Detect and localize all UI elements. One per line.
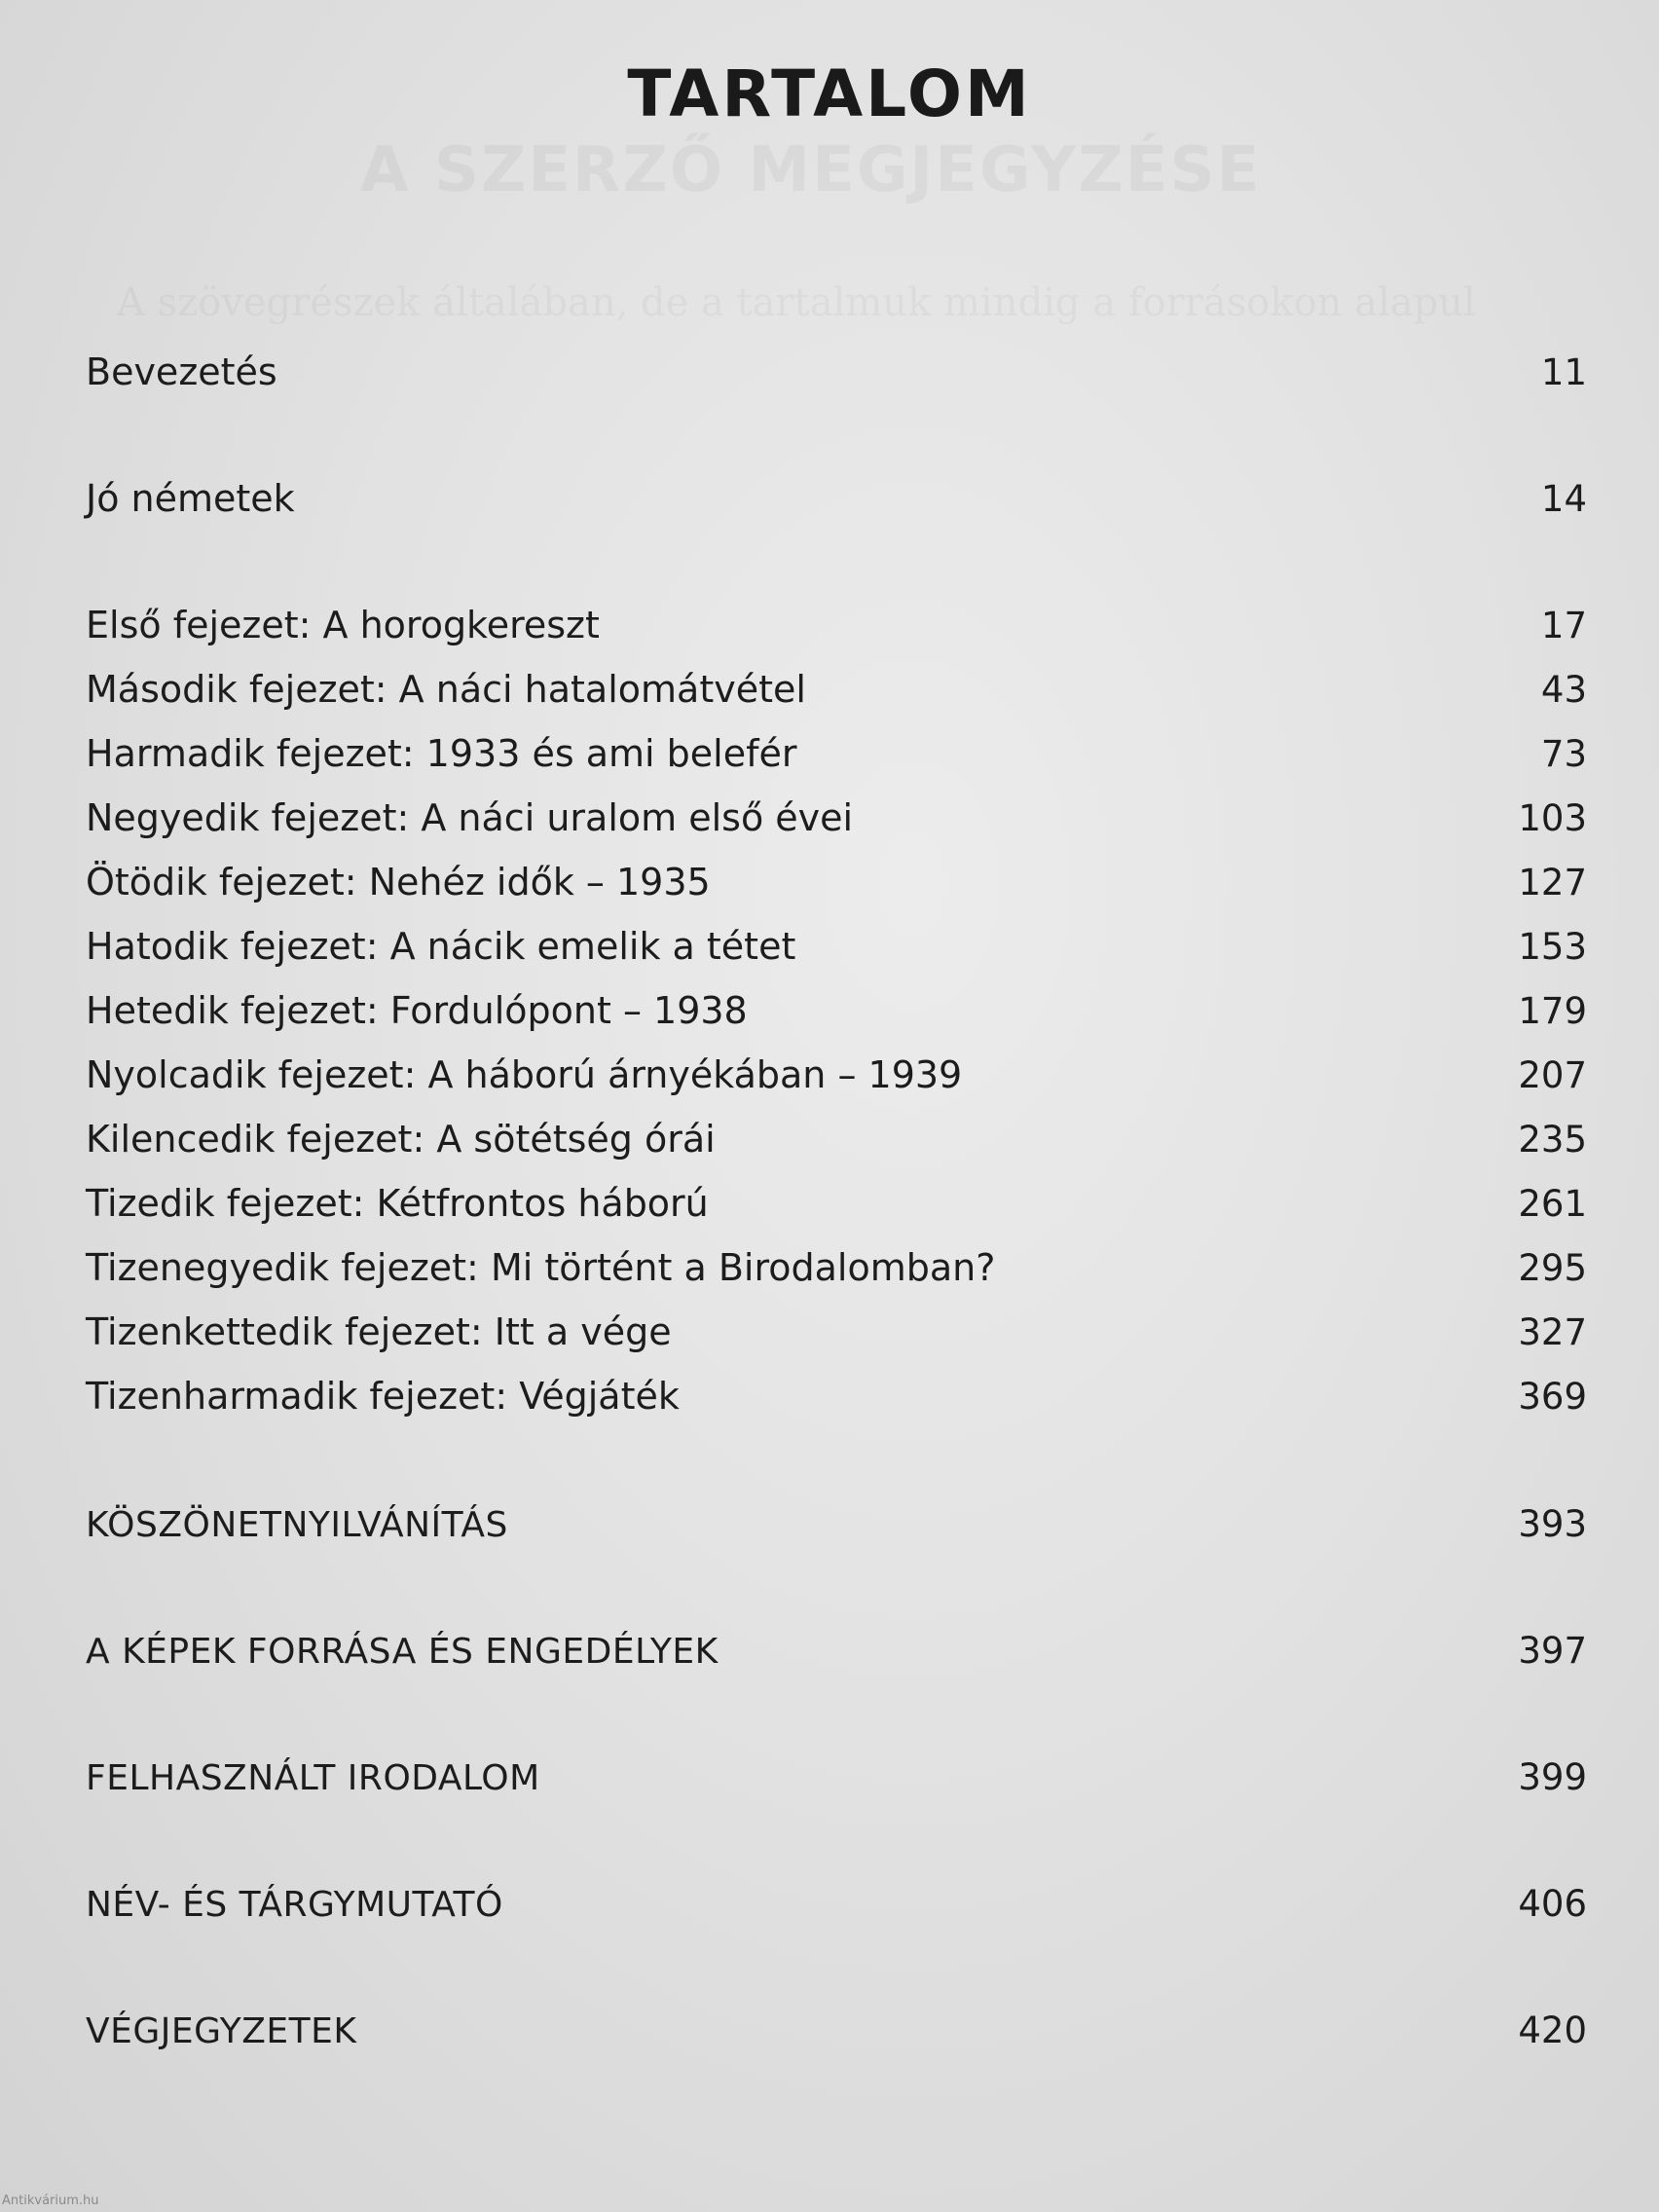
watermark: Antikvárium.hu [2,2194,99,2208]
toc-page-number: 153 [1518,926,1587,968]
show-through-heading [360,134,1261,206]
toc-label: A KÉPEK FORRÁSA ÉS ENGEDÉLYEK [86,1632,719,1672]
toc-label: Hetedik fejezet: Fordulópont – 1938 [86,989,748,1032]
toc-entry-chapter-12 [86,1310,1587,1369]
toc-label: Tizenkettedik fejezet: Itt a vége [86,1310,672,1353]
toc-label: Negyedik fejezet: A náci uralom első évei [86,796,854,839]
toc-page-number: 14 [1540,478,1587,520]
toc-page-number: 17 [1540,605,1587,646]
toc-entry-chapter-4 [86,796,1587,855]
toc-page-number: 127 [1518,862,1587,903]
toc-page-number: 261 [1518,1183,1587,1225]
toc-page-number: 207 [1518,1054,1587,1096]
toc-page-number: 327 [1518,1311,1587,1353]
toc-entry-chapter-5 [86,861,1587,919]
toc-entry-chapter-2 [86,668,1587,726]
toc-page-number: 406 [1518,1883,1587,1925]
toc-page-number: 369 [1518,1376,1587,1418]
toc-label: KÖSZÖNETNYILVÁNÍTÁS [86,1505,508,1545]
toc-entry-acknowledgements [86,1503,1587,1562]
toc-entry-good-germans [86,477,1587,535]
toc-page-number: 393 [1518,1503,1587,1545]
toc-entry-chapter-13 [86,1375,1587,1433]
toc-label: Hatodik fejezet: A nácik emelik a tétet [86,925,796,968]
toc-entry-endnotes [86,2009,1587,2068]
toc-page-number: 399 [1518,1756,1587,1798]
toc-entry-bibliography [86,1756,1587,1815]
toc-label: Tizenegyedik fejezet: Mi történt a Birodalomban? [86,1246,996,1289]
show-through-line [117,280,1476,325]
toc-label: VÉGJEGYZETEK [86,2011,357,2051]
toc-page-number: 235 [1518,1119,1587,1161]
toc-page-number: 43 [1540,669,1587,711]
toc-label: Nyolcadik fejezet: A háború árnyékában – 1939 [86,1053,963,1096]
toc-entry-chapter-6 [86,925,1587,983]
toc-page-number: 420 [1518,2009,1587,2051]
page-title: TARTALOM [627,56,1032,131]
toc-label: Bevezetés [86,350,277,393]
toc-label: Kilencedik fejezet: A sötétség órái [86,1118,716,1161]
toc-label: Tizenharmadik fejezet: Végjáték [86,1375,680,1418]
toc-entry-introduction [86,350,1587,409]
toc-label: Tizedik fejezet: Kétfrontos háború [86,1182,709,1225]
toc-entry-chapter-11 [86,1246,1587,1305]
toc-entry-image-credits [86,1630,1587,1688]
toc-entry-chapter-3 [86,732,1587,791]
toc-label: Első fejezet: A horogkereszt [86,604,600,646]
toc-page-number: 179 [1518,990,1587,1032]
toc-entry-chapter-10 [86,1182,1587,1240]
toc-entry-chapter-7 [86,989,1587,1048]
toc-page-number: 397 [1518,1630,1587,1672]
toc-page-number: 11 [1540,351,1587,393]
toc-label: Második fejezet: A náci hatalomátvétel [86,668,806,711]
toc-label: FELHASZNÁLT IRODALOM [86,1758,540,1798]
toc-label: Jó németek [86,477,295,520]
toc-entry-chapter-8 [86,1053,1587,1112]
toc-entry-index [86,1883,1587,1941]
toc-page-number: 73 [1540,733,1587,775]
toc-label: Ötödik fejezet: Nehéz idők – 1935 [86,861,711,903]
toc-page-number: 103 [1518,797,1587,839]
toc-label: Harmadik fejezet: 1933 és ami belefér [86,732,797,775]
toc-page-number: 295 [1518,1247,1587,1289]
toc-entry-chapter-9 [86,1118,1587,1176]
toc-entry-chapter-1 [86,604,1587,662]
toc-label: NÉV- ÉS TÁRGYMUTATÓ [86,1885,503,1925]
